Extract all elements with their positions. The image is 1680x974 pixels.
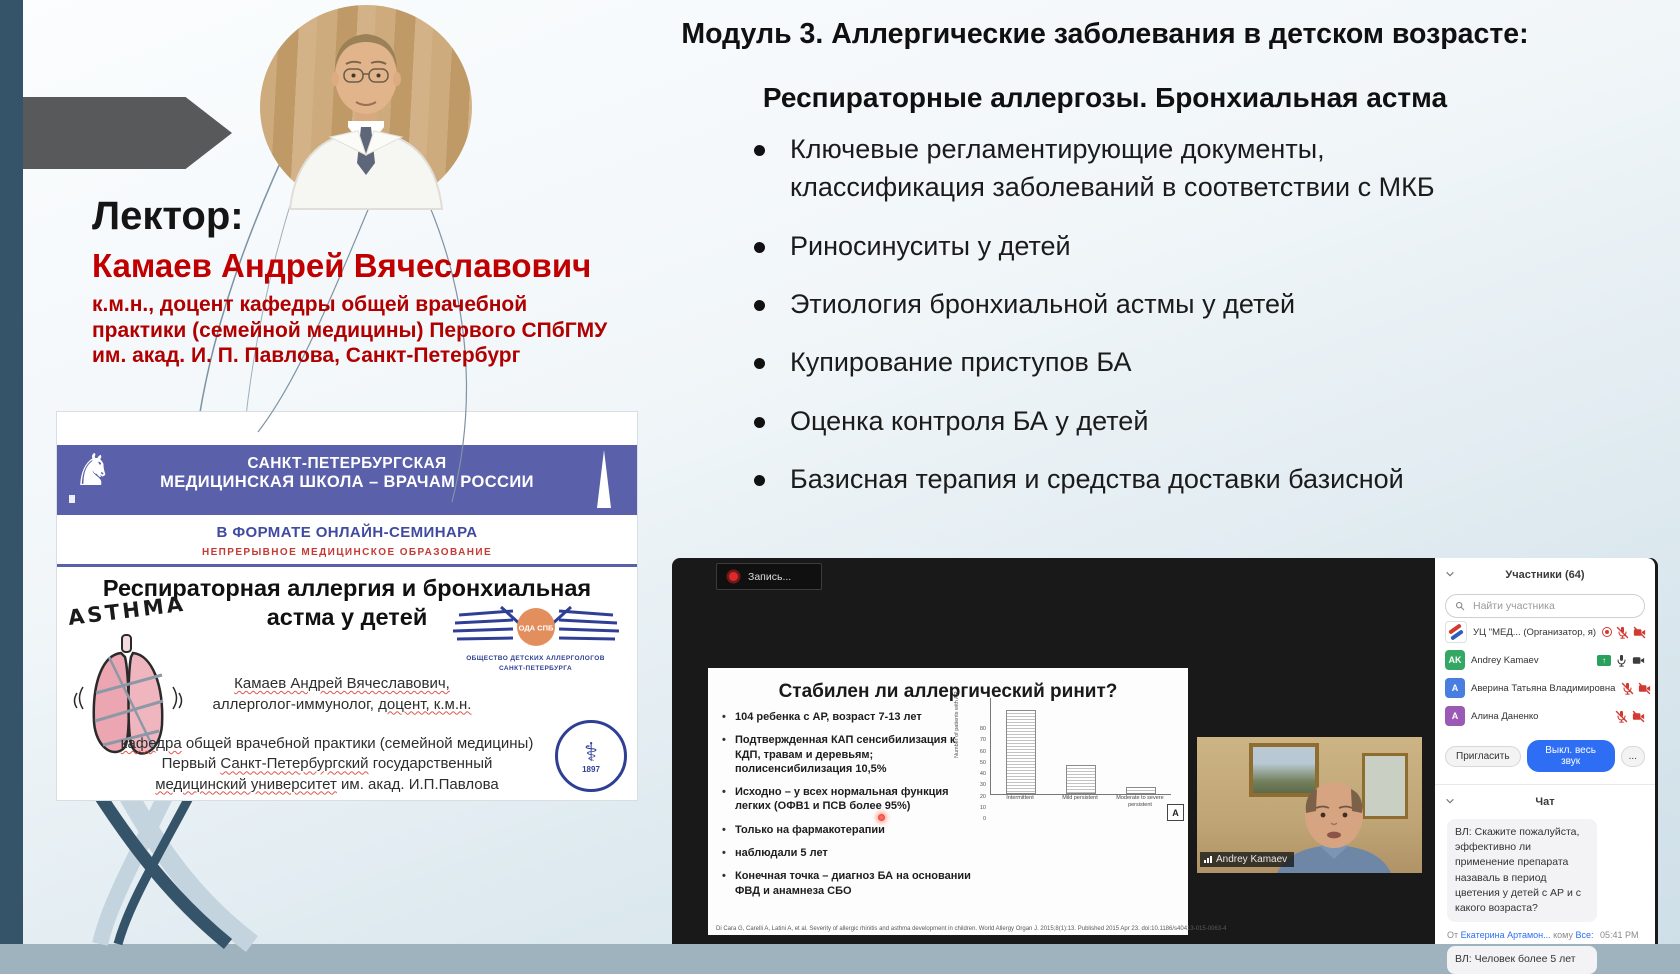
- chart-y-ticks: 80 70 60 50 40 30 20 10 0: [979, 726, 986, 822]
- panel-marker-a: A: [1167, 804, 1184, 821]
- chat-message-meta: [1447, 930, 1643, 940]
- chevron-down-icon[interactable]: [1445, 569, 1455, 582]
- chart-x-label-2: Mild persistent: [1062, 795, 1098, 801]
- embankment-icon: [69, 495, 123, 503]
- bronze-horseman-icon: ♞: [73, 446, 113, 495]
- search-input[interactable]: [1471, 599, 1635, 613]
- chat-meta-time: 05:41 PM: [1600, 930, 1639, 941]
- participant-row-danenko[interactable]: [1435, 702, 1655, 730]
- thumbnail-department-block: [117, 734, 537, 795]
- module-bullet-2: Риносинуситы у детей: [748, 227, 1448, 265]
- slide-bullet-1: • 104 ребенка с АР, возраст 7-13 лет: [722, 710, 974, 724]
- oda-spb-logo: [448, 605, 623, 674]
- arrow-shape: [0, 97, 232, 169]
- nmo-line: НЕПРЕРЫВНОЕ МЕДИЦИНСКОЕ ОБРАЗОВАНИЕ: [201, 547, 493, 558]
- participant-row-kamaev[interactable]: [1435, 646, 1655, 674]
- affiliation-line-1: к.м.н., доцент кафедры общей врачебной: [92, 293, 528, 316]
- shared-slide-bullets: [722, 710, 974, 907]
- chat-title: Чат: [1535, 796, 1555, 808]
- participants-title: Участники (64): [1505, 569, 1585, 581]
- invite-button[interactable]: Пригласить: [1445, 746, 1521, 767]
- recording-indicator[interactable]: [716, 563, 822, 590]
- participant-search-box[interactable]: [1445, 594, 1645, 618]
- participant-recording-icon: [1602, 627, 1612, 637]
- fortress-spire-icon: [597, 450, 611, 508]
- caduceus-icon: ⚕: [583, 736, 599, 767]
- participant-row-organizer[interactable]: [1435, 618, 1655, 646]
- dept-line-2-rest: государственный: [368, 755, 493, 773]
- module-subtitle: Респираторные аллергозы. Бронхиальная астма: [762, 82, 1448, 113]
- camera-off-icon: [1633, 626, 1646, 639]
- banner-divider: [57, 564, 637, 567]
- participant-row-averina[interactable]: [1435, 674, 1655, 702]
- lecturer-photo: [260, 5, 472, 209]
- emblem-year: 1897: [582, 764, 600, 774]
- thumbnail-slide-title: Респираторная аллергия и бронхиальная астма у детей: [102, 575, 592, 630]
- banner-line-2: МЕДИЦИНСКАЯ ШКОЛА – ВРАЧАМ РОССИИ: [160, 473, 534, 491]
- mic-off-icon: [1616, 626, 1629, 639]
- dept-line-3-rest: им. акад. И.П.Павлова: [336, 775, 499, 793]
- lecturer-portrait-illustration: [260, 5, 472, 209]
- more-options-button[interactable]: ...: [1621, 746, 1645, 767]
- webcam-video: [1197, 737, 1422, 873]
- participants-header: [1443, 566, 1647, 584]
- chat-messages: [1447, 819, 1643, 974]
- chat-message-2: ВЛ: Человек более 5 лет: [1447, 946, 1597, 973]
- module-bullet-3: Этиология бронхиальной астмы у детей: [748, 285, 1448, 323]
- participants-actions: [1445, 740, 1645, 772]
- participant-name: Алина Даненко: [1471, 710, 1539, 722]
- chart-bar-moderate-severe: [1126, 787, 1156, 794]
- chevron-down-icon[interactable]: [1445, 796, 1455, 809]
- thumbnail-author-name: Камаев Андрей Вячеславович,: [234, 675, 450, 692]
- module-bullet-5: Оценка контроля БА у детей: [748, 402, 1448, 440]
- lecturer-label: Лектор:: [92, 194, 244, 238]
- slide-bullet-3: • Исходно – у всех нормальная функция легких (ОФВ1 и ПСВ более 95%): [722, 785, 974, 814]
- chart-x-label-3: Moderate to severe persistent: [1116, 795, 1164, 808]
- camera-off-icon: [1632, 710, 1645, 723]
- laser-pointer-dot: [878, 814, 885, 821]
- slide-bullet-4: • Только на фармакотерапии: [722, 823, 974, 837]
- zoom-window: [672, 558, 1658, 966]
- shared-screen-slide: [708, 668, 1227, 935]
- webcam-name-tag: [1200, 852, 1294, 867]
- ar-severity-bar-chart: [954, 691, 1176, 822]
- chat-meta-recipient[interactable]: Все:: [1575, 930, 1594, 941]
- module-bullet-list: [748, 130, 1448, 518]
- slide-bullet-5: • наблюдали 5 лет: [722, 846, 974, 860]
- chat-message-1: ВЛ: Скажите пожалуйста, эффективно ли применение препарата назаваль в период цветения у детей с АР и с какого возраста?: [1447, 819, 1597, 922]
- webcam-name: Andrey Kamaev: [1216, 854, 1288, 865]
- screen-share-icon: ↑: [1597, 655, 1611, 666]
- oda-badge-text: ОДА СПБ: [518, 623, 553, 633]
- format-line: В ФОРМАТЕ ОНЛАЙН-СЕМИНАРА: [216, 524, 478, 541]
- chat-meta-sender[interactable]: Екатерина Артамон...: [1460, 930, 1551, 941]
- mute-all-button[interactable]: Выкл. весь звук: [1527, 740, 1615, 772]
- chat-meta-from: От: [1447, 930, 1459, 941]
- danenko-avatar: A: [1445, 706, 1465, 726]
- recording-dot-icon: [729, 572, 738, 581]
- lecturer-name: Камаев Андрей Вячеславович: [92, 247, 592, 284]
- title-slide-thumbnail: [57, 412, 637, 800]
- participant-name: Аверина Татьяна Владимировна: [1471, 682, 1616, 694]
- oda-society-line-1: ОБЩЕСТВО ДЕТСКИХ АЛЛЕРГОЛОГОВ: [466, 655, 605, 662]
- chart-bar-mild-persistent: [1066, 765, 1096, 794]
- shared-slide-title: Стабилен ли аллергический ринит?: [778, 681, 1118, 702]
- affiliation-line-2: практики (семейной медицины) Первого СПбГМУ: [92, 318, 608, 342]
- dept-line-2-pre: Первый: [161, 755, 221, 773]
- camera-off-icon: [1638, 682, 1651, 695]
- chart-plot-area: [990, 698, 1171, 795]
- chart-x-label-1: Intermittent: [1006, 795, 1034, 801]
- dept-line-2-city: Санкт-Петербургский: [220, 755, 369, 773]
- camera-icon: [1632, 654, 1645, 667]
- chat-meta-to: кому: [1553, 930, 1573, 941]
- dept-line-3-univ: медицинский университет: [155, 775, 337, 793]
- chart-y-axis-label: Number of patients with AR: [954, 691, 960, 758]
- participant-name: Andrey Kamaev: [1471, 654, 1539, 666]
- search-icon: [1455, 601, 1465, 611]
- oda-wings-icon: [451, 605, 621, 649]
- lecturer-affiliation: [92, 292, 607, 369]
- module-bullet-4: Купирование приступов БА: [748, 343, 1448, 381]
- mic-off-icon: [1615, 710, 1628, 723]
- signal-bars-icon: [1204, 856, 1212, 863]
- module-title: Модуль 3. Аллергические заболевания в детском возрасте:: [681, 18, 1529, 50]
- asthma-label-text: ASTHMA: [66, 591, 188, 630]
- kamaev-avatar: AK: [1445, 650, 1465, 670]
- left-accent-bar: [0, 0, 23, 944]
- school-banner: [57, 445, 637, 515]
- medicina-emblem: [555, 720, 627, 792]
- chart-x-labels: [990, 795, 1170, 808]
- thumbnail-author-role: аллерголог-иммунолог,: [212, 695, 379, 713]
- oda-society-line-2: САНКТ-ПЕТЕРБУРГА: [498, 664, 573, 672]
- slide-bullet-6: • Конечная точка – диагноз БА на основании ФВД и анамнеза СБО: [722, 869, 974, 898]
- slide-citation: Di Cara G, Carelli A, Latini A, et al. Severity of allergic rhinitis and asthma development in children. World Allergy Organ J. 2015;8(1):13. Published 2015 Apr 23. doi:10.1186/s40413-015-0063-4: [716, 926, 1227, 932]
- recording-label: Запись...: [748, 570, 792, 583]
- chart-bar-intermittent: [1006, 710, 1036, 794]
- mic-off-icon: [1621, 682, 1634, 695]
- participant-name: УЦ "МЕД... (Организатор, я): [1473, 626, 1597, 638]
- slide-bullet-2: • Подтвержденная КАП сенсибилизация к КДП, травам и деревьям; полисенсибилизация 10,5%: [722, 733, 974, 776]
- dept-word-kafedra: кафедра: [120, 735, 182, 752]
- organizer-avatar: [1445, 621, 1467, 643]
- thumbnail-author-degree: доцент, к.м.н.: [378, 695, 472, 713]
- affiliation-line-3: им. акад. И. П. Павлова, Санкт-Петербург: [92, 344, 521, 368]
- thumbnail-author-block: [177, 674, 507, 715]
- averina-avatar: A: [1445, 678, 1465, 698]
- panel-divider: [1435, 784, 1655, 785]
- mic-icon: [1615, 654, 1628, 667]
- module-bullet-6: Базисная терапия и средства доставки базисной: [748, 460, 1448, 498]
- participants-panel: [1435, 558, 1655, 966]
- chat-header: [1443, 793, 1647, 811]
- dept-line-1: общей врачебной практики (семейной медицины): [181, 735, 534, 752]
- module-bullet-1: Ключевые регламентирующие документы, классификация заболеваний в соответствии с МКБ: [748, 130, 1448, 207]
- banner-line-1: САНКТ-ПЕТЕРБУРГСКАЯ: [247, 455, 447, 472]
